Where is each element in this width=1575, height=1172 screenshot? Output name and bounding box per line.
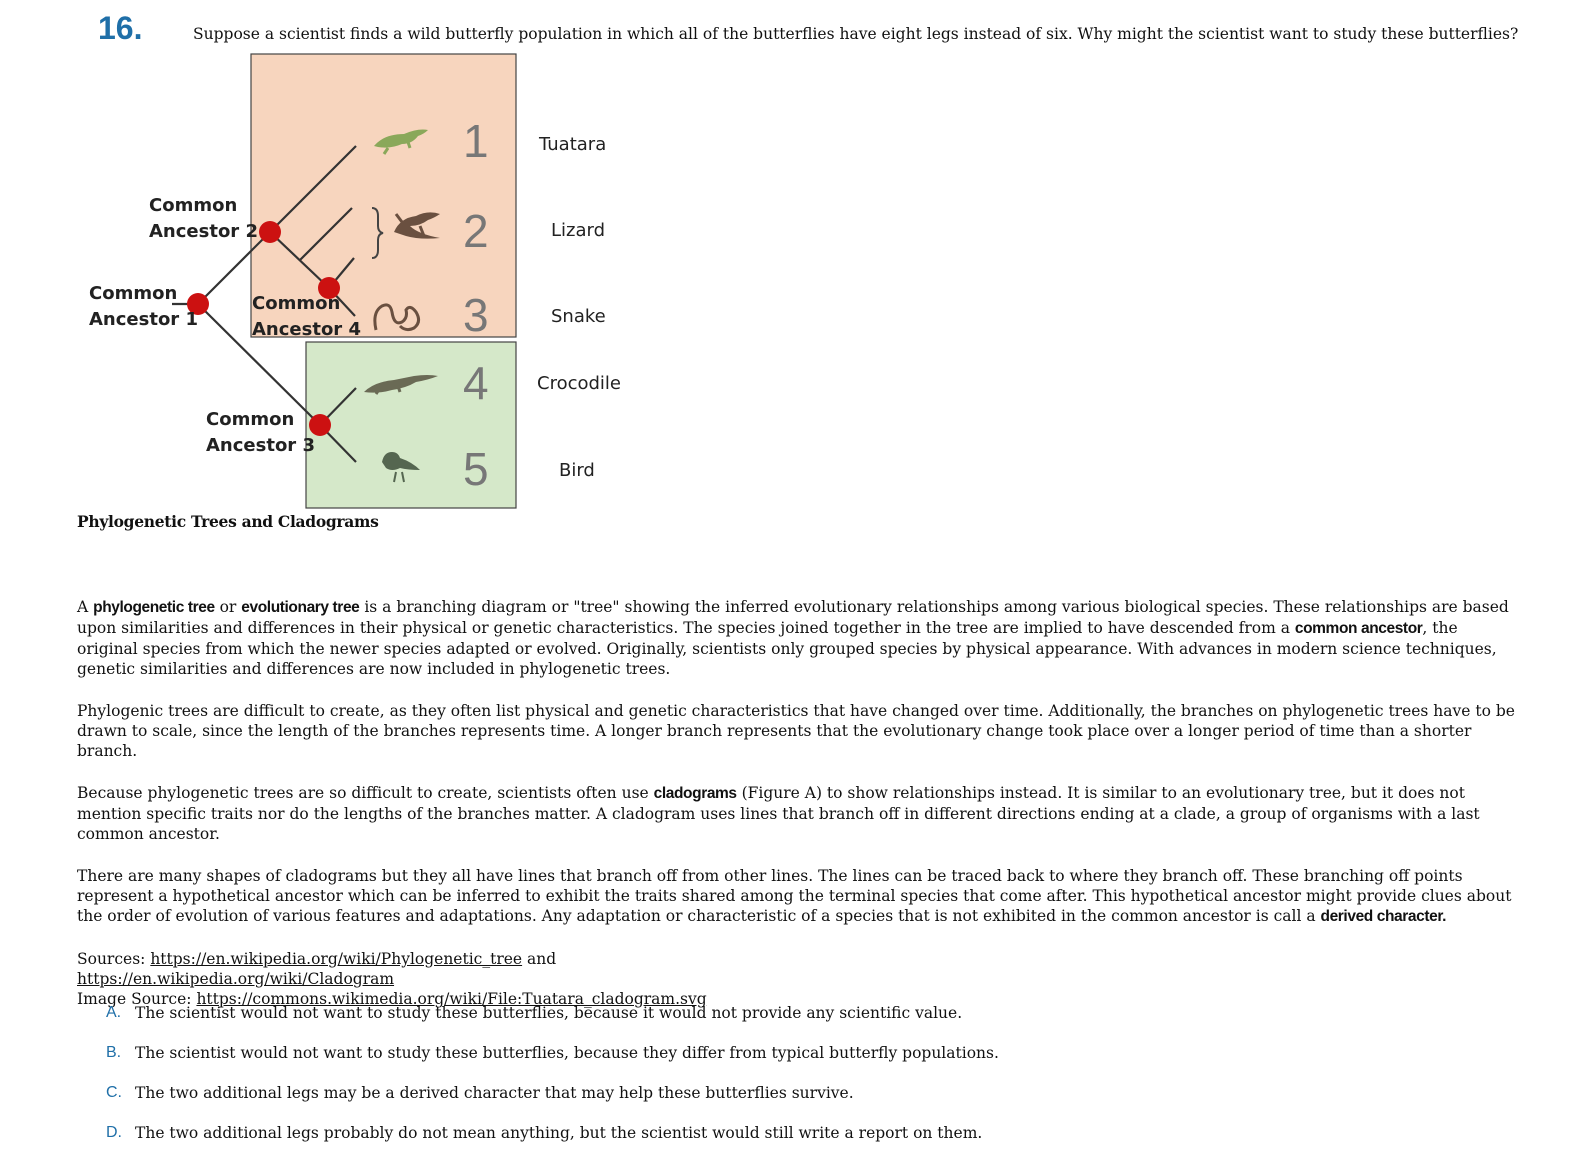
source-link-phylogenetic-tree[interactable]: https://en.wikipedia.org/wiki/Phylogenetic_tree xyxy=(150,950,523,968)
ancestor-3-label-line2: Ancestor 3 xyxy=(206,435,315,456)
choice-text: The scientist would not want to study these butterflies, because it would not provide any scientific value. xyxy=(135,1004,963,1022)
choice-text: The two additional legs may be a derived character that may help these butterflies survive. xyxy=(135,1084,854,1102)
question-number: 16. xyxy=(98,10,143,46)
species-label-bird: Bird xyxy=(559,460,595,481)
source-link-cladogram[interactable]: https://en.wikipedia.org/wiki/Cladogram xyxy=(77,970,395,988)
ancestor-4-label-line2: Ancestor 4 xyxy=(252,319,361,340)
source-link-image[interactable]: https://commons.wikimedia.org/wiki/File:Tuatara_cladogram.svg xyxy=(196,990,707,1008)
ancestor-4-label-line1: Common xyxy=(252,293,341,314)
species-label-lizard: Lizard xyxy=(551,220,606,241)
species-label-crocodile: Crocodile xyxy=(537,373,621,394)
taxon-number-1: 1 xyxy=(463,115,489,167)
term-evolutionary-tree: evolutionary tree xyxy=(241,599,360,616)
ancestor-2-label-line1: Common xyxy=(149,195,238,216)
ancestor-1-label-line1: Common xyxy=(89,283,178,304)
term-phylogenetic-tree: phylogenetic tree xyxy=(93,599,215,616)
paragraph-2: Phylogenic trees are difficult to create, as they often list physical and genetic characteristics that have changed over time. Additionally, the branches on phylogenetic trees have to be drawn to scale, since the length of the branches represents time. A longer branch represents that the evolutionary change took place over a longer period of time than a shorter branch. xyxy=(77,702,1515,760)
ancestor-1-label-line2: Ancestor 1 xyxy=(89,309,198,330)
ancestor-3-label-line1: Common xyxy=(206,409,295,430)
choice-letter: C. xyxy=(106,1084,122,1101)
paragraph-3: Because phylogenetic trees are so difficult to create, scientists often use cladograms (Figure A) to show relationships instead. It is similar to an evolutionary tree, but it does not mention specific traits nor do the lengths of the branches matter. A cladogram uses lines that branch off in different directions ending at a clade, a group of organisms with a last common ancestor. xyxy=(77,784,1480,843)
choice-letter: B. xyxy=(106,1044,122,1061)
ancestor-2-label-line2: Ancestor 2 xyxy=(149,221,258,242)
question-text: Suppose a scientist finds a wild butterfly population in which all of the butterflies have eight legs instead of six. Why might the scientist want to study these butterflies? xyxy=(193,25,1519,43)
choice-text: The two additional legs probably do not mean anything, but the scientist would still write a report on them. xyxy=(135,1124,983,1142)
choice-b[interactable] xyxy=(106,1044,999,1084)
choice-letter: D. xyxy=(106,1124,122,1141)
figure-caption: Phylogenetic Trees and Cladograms xyxy=(77,512,379,531)
choice-letter: A. xyxy=(106,1004,122,1021)
ancestor-3-node xyxy=(309,414,331,436)
cladogram-figure xyxy=(0,0,640,512)
taxon-number-3: 3 xyxy=(463,289,489,341)
choice-d[interactable] xyxy=(106,1124,999,1164)
paragraph-1: A phylogenetic tree or evolutionary tree is a branching diagram or "tree" showing the inferred evolutionary relationships among various biological species. These relationships are based upon similarities and differences in their physical or genetic characteristics. The species joined together in the tree are implied to have descended from a common ancestor, the original species from which the newer species adapted or evolved. Originally, scientists only grouped species by physical appearance. With advances in modern science techniques, genetic similarities and differences are now included in phylogenetic trees. xyxy=(77,598,1509,678)
species-label-tuatara: Tuatara xyxy=(539,134,607,155)
term-common-ancestor: common ancestor xyxy=(1294,620,1423,637)
taxon-number-5: 5 xyxy=(463,443,489,495)
article-body xyxy=(77,597,1517,1031)
answer-choices xyxy=(106,1004,999,1164)
term-cladograms: cladograms xyxy=(653,785,737,802)
species-label-snake: Snake xyxy=(551,306,606,327)
ancestor-2-node xyxy=(259,221,281,243)
term-derived-character: derived character. xyxy=(1320,908,1447,925)
sources: Sources: https://en.wikipedia.org/wiki/Phylogenetic_tree and https://en.wikipedia.org/wiki/Cladogram Image Source: https://commons.wikimedia.org/wiki/File:Tuatara_cladogram.svg xyxy=(77,950,707,1008)
choice-a[interactable] xyxy=(106,1004,999,1044)
choice-text: The scientist would not want to study these butterflies, because they differ from typical butterfly populations. xyxy=(135,1044,999,1062)
paragraph-4: There are many shapes of cladograms but they all have lines that branch off from other lines. The lines can be traced back to where they branch off. These branching off points represent a hypothetical ancestor which can be inferred to exhibit the traits shared among the terminal species that come after. This hypothetical ancestor might provide clues about the order of evolution of various features and adaptations. Any adaptation or characteristic of a species that is not exhibited in the common ancestor is call a derived character. xyxy=(77,867,1512,925)
taxon-number-4: 4 xyxy=(463,357,489,409)
taxon-number-2: 2 xyxy=(463,205,489,257)
choice-c[interactable] xyxy=(106,1084,999,1124)
